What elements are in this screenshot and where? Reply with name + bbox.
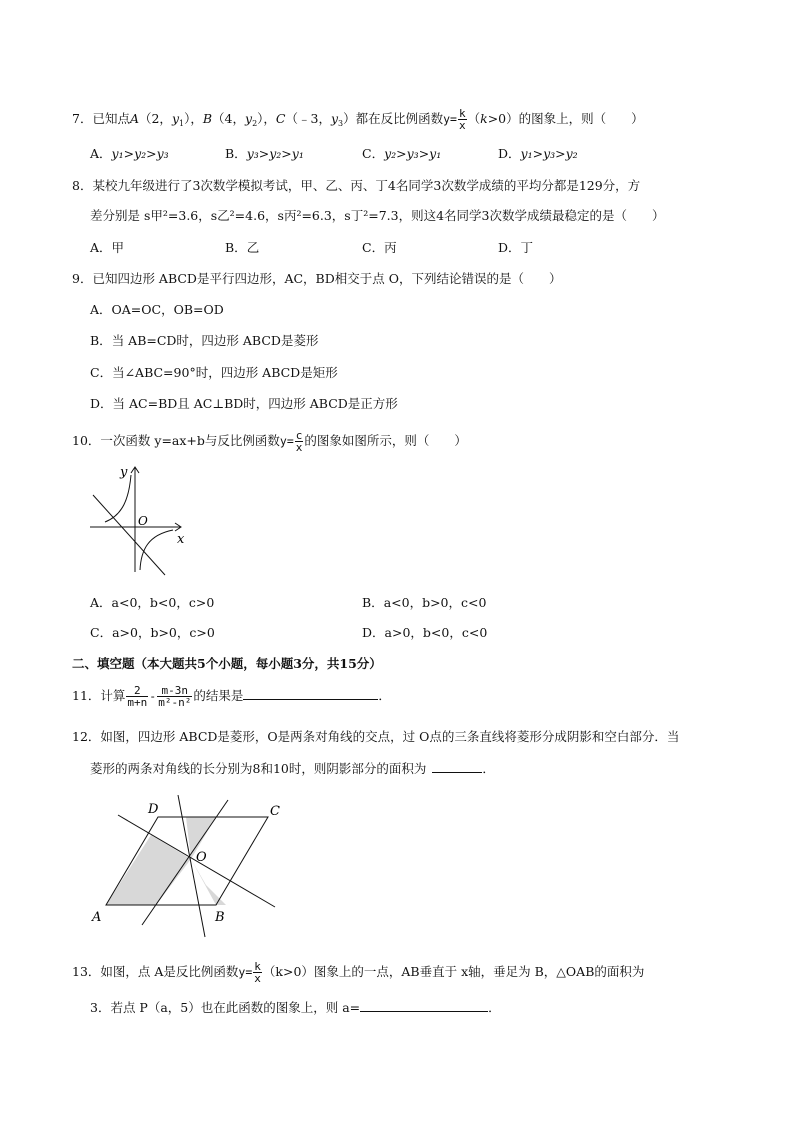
q7-frac-num: k: [458, 107, 466, 120]
q7-cond-k: k: [480, 111, 488, 126]
q7-cond-open: （: [467, 111, 481, 126]
q11-stem: [72, 685, 391, 708]
q8-option-b: [225, 239, 259, 257]
option-label: A．: [90, 302, 112, 317]
q13-stem-lead: 13．如图，点 A是反比例函数: [72, 964, 239, 979]
q11-end: ．: [378, 688, 391, 703]
vertex-label-d: D: [148, 802, 159, 817]
q10-option-d: [362, 624, 487, 642]
q7-close2: ），: [257, 111, 276, 126]
q11-fraction-1: [126, 685, 148, 708]
q13-stem: [72, 961, 644, 984]
option-text: y₃>y₂>y₁: [246, 146, 304, 161]
option-text: 当∠ABC=90°时，四边形 ABCD是矩形: [112, 365, 338, 380]
option-text: 乙: [246, 240, 260, 255]
q7-point-c-coord: （﹣3，: [285, 111, 331, 126]
option-text: a<0，b>0，c<0: [383, 595, 487, 610]
q12-rhombus-figure: [90, 795, 290, 943]
q7-stem: [72, 108, 644, 133]
q10-option-b: [362, 594, 486, 612]
q10-option-a: [90, 594, 214, 612]
shaded-region-right: [191, 859, 226, 905]
q12-line2-text: 菱形的两条对角线的长分别为8和10时，则阴影部分的面积为: [90, 761, 427, 776]
q10-frac-den: x: [295, 441, 303, 454]
q10-y-eq: y=: [279, 434, 294, 448]
q13-stem-tail: （k>0）图象上的一点，AB垂直于 x轴，垂足为 B，△OAB的面积为: [262, 964, 645, 979]
option-label: C．: [90, 625, 113, 640]
q7-y1: y: [171, 111, 179, 126]
q11-fraction-2: [157, 685, 192, 708]
q9-option-a: [90, 301, 224, 319]
q8-option-c: [362, 239, 397, 257]
option-text: 当 AB=CD时，四边形 ABCD是菱形: [111, 333, 319, 348]
q12-end: ．: [482, 761, 495, 776]
q11-f1-num: 2: [126, 685, 148, 697]
q7-close3: ）都在反比例函数: [343, 111, 444, 126]
q7-y2: y: [245, 111, 253, 126]
vertex-label-b: B: [215, 910, 225, 925]
q7-point-b: B: [202, 111, 213, 126]
q9-stem: 9．已知四边形 ABCD是平行四边形，AC，BD相交于点 O，下列结论错误的是（ ）: [72, 271, 562, 286]
q10-stem-lead: 10．一次函数 y=ax+b与反比例函数: [72, 433, 280, 448]
q9-option-b: [90, 332, 318, 350]
q10-stem: [72, 430, 467, 453]
q12-line2: [90, 760, 495, 778]
option-label: D．: [498, 240, 521, 255]
q13-frac-den: x: [254, 972, 261, 985]
option-text: OA=OC，OB=OD: [111, 302, 224, 317]
shaded-region-left: [106, 835, 191, 905]
option-label: A．: [90, 595, 112, 610]
q11-f1-den: m+n: [127, 696, 148, 709]
q7-cond-rest: >0）的图象上，则（ ）: [487, 111, 644, 126]
q7-point-a-coord: （2，: [138, 111, 172, 126]
q9-option-c: [90, 364, 338, 382]
q10-graph-figure: [85, 460, 195, 580]
q13-end: ．: [488, 1000, 501, 1015]
q7-y-eq: y=: [443, 112, 457, 126]
q10-option-c: [90, 624, 215, 642]
section-title-fill-in: 二、填空题（本大题共5个小题，每小题3分，共15分）: [72, 656, 382, 671]
option-label: D．: [90, 396, 113, 411]
q13-frac-num: k: [254, 960, 261, 973]
q8-option-d: [498, 239, 533, 257]
option-text: 丙: [384, 240, 397, 255]
q7-y3: y: [330, 111, 339, 126]
q7-option-b: [225, 145, 304, 163]
q13-line2: [90, 999, 501, 1017]
q7-option-c: [362, 145, 441, 163]
option-label: D．: [498, 146, 521, 161]
option-text: 甲: [111, 240, 125, 255]
option-label: D．: [362, 625, 385, 640]
hyperbola-branch-lower-right: [140, 530, 173, 570]
option-label: C．: [362, 240, 385, 255]
q12-line1: 12．如图，四边形 ABCD是菱形，O是两条对角线的交点，过 O点的三条直线将菱形分成阴影和空白部分．当: [72, 729, 680, 744]
q8-line1: 8．某校九年级进行了3次数学模拟考试，甲、乙、丙、丁4名同学3次数学成绩的平均分都是129分，方: [72, 178, 641, 193]
option-text: a>0，b>0，c>0: [112, 625, 215, 640]
q7-frac-den: x: [458, 119, 466, 132]
q11-answer-blank[interactable]: [243, 687, 378, 700]
option-label: A．: [90, 146, 112, 161]
q13-fraction: [253, 961, 262, 984]
option-label: B．: [225, 240, 247, 255]
option-label: A．: [90, 240, 112, 255]
vertex-label-c: C: [270, 804, 280, 819]
option-label: B．: [225, 146, 247, 161]
q11-stem-tail: 的结果是: [193, 688, 244, 703]
q13-answer-blank[interactable]: [360, 999, 488, 1012]
x-axis-label: x: [177, 532, 185, 547]
option-label: B．: [90, 333, 112, 348]
q8-line2: 差分别是 s甲²=3.6，s乙²=4.6，s丙²=6.3，s丁²=7.3，则这4名同学3次数学成绩最稳定的是（ ）: [90, 208, 665, 223]
linear-function-line: [93, 495, 165, 575]
q10-frac-num: c: [295, 429, 303, 442]
q13-y-eq: y=: [238, 965, 253, 979]
q7-close1: ），: [184, 111, 203, 126]
option-text: 丁: [520, 240, 534, 255]
q7-y1-sub: 1: [179, 119, 185, 128]
vertex-label-a: A: [92, 910, 102, 925]
option-text: y₁>y₃>y₂: [520, 146, 578, 161]
q10-fraction: [295, 430, 304, 453]
option-text: a<0，b<0，c>0: [111, 595, 215, 610]
q7-stem-lead: 7．已知点: [72, 111, 130, 126]
q8-option-a: [90, 239, 124, 257]
option-text: 当 AC=BD且 AC⊥BD时，四边形 ABCD是正方形: [112, 396, 398, 411]
y-axis-label: y: [120, 465, 128, 480]
q11-stem-lead: 11．计算: [72, 688, 126, 703]
origin-label: O: [138, 514, 148, 528]
q7-option-a: [90, 145, 169, 163]
option-text: a>0，b<0，c<0: [384, 625, 488, 640]
q7-point-b-coord: （4，: [212, 111, 245, 126]
q7-y3-sub: 3: [338, 119, 344, 128]
q11-f2-den: m²-n²: [158, 696, 192, 709]
q7-fraction: [458, 108, 467, 131]
option-label: B．: [362, 595, 384, 610]
option-text: y₂>y₃>y₁: [384, 146, 442, 161]
q12-answer-blank[interactable]: [432, 760, 482, 773]
center-label-o: O: [196, 850, 207, 865]
option-label: C．: [362, 146, 385, 161]
q13-line2-text: 3．若点 P（a，5）也在此函数的图象上，则 a=: [90, 1000, 361, 1015]
q10-stem-tail: 的图象如图所示，则（ ）: [304, 433, 467, 448]
q7-option-d: [498, 145, 578, 163]
hyperbola-branch-upper-left: [105, 475, 131, 522]
option-label: C．: [90, 365, 113, 380]
q9-option-d: [90, 395, 398, 413]
q7-point-a: A: [129, 111, 139, 126]
q7-point-c: C: [275, 111, 286, 126]
q11-minus: -: [149, 689, 157, 703]
q7-y2-sub: 2: [252, 119, 258, 128]
option-text: y₁>y₂>y₃: [111, 146, 169, 161]
q11-f2-num: m-3n: [157, 685, 192, 697]
